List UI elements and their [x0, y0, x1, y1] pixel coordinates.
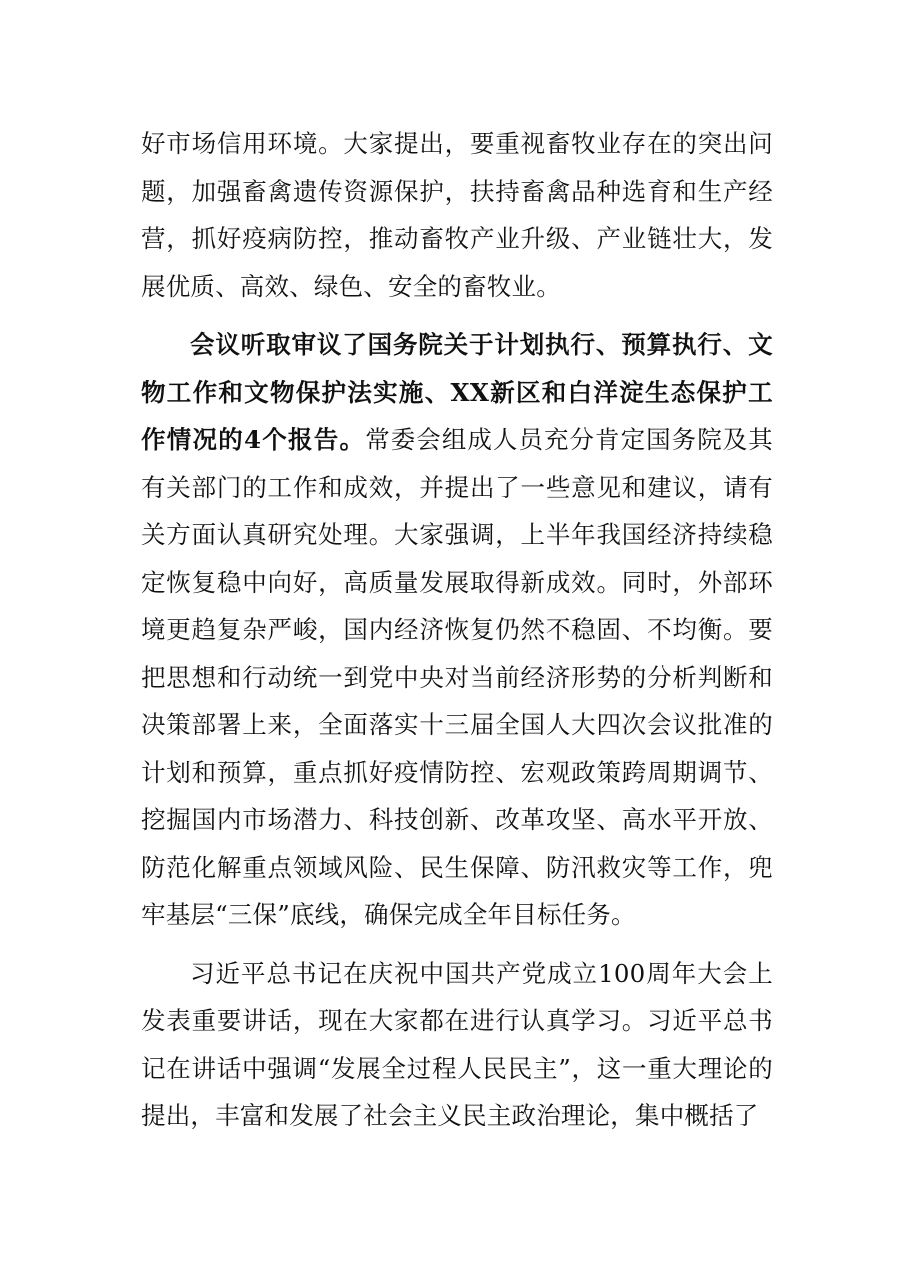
paragraph-3: [141, 950, 773, 1140]
paragraph-2: [141, 321, 773, 939]
paragraph-2-text: 常委会组成人员充分肯定国务院及其有关部门的工作和成效，并提出了一些意见和建议，请有关方面认真研究处理。大家强调，上半年我国经济持续稳定恢复稳中向好，高质量发展取得新成效。同时，外部环境更趋复杂严峻，国内经济恢复仍然不稳固、不均衡。要把思想和行动统一到党中央对当前经济形势的分析判断和决策部署上来，全面落实十三届全国人大四次会议批准的计划和预算，重点抓好疫情防控、宏观政策跨周期调节、挖掘国内市场潜力、科技创新、改革攻坚、高水平开放、防范化解重点领域风险、民生保障、防汛救灾等工作，兜牢基层“三保”底线，确保完成全年目标任务。: [141, 425, 773, 929]
paragraph-1: [141, 120, 773, 310]
document-body: [141, 120, 773, 1140]
paragraph-1-text: 好市场信用环境。大家提出，要重视畜牧业存在的突出问题，加强畜禽遗传资源保护，扶持畜禽品种选育和生产经营，抓好疫病防控，推动畜牧产业升级、产业链壮大，发展优质、高效、绿色、安全的畜牧业。: [141, 129, 773, 301]
paragraph-2-bold-lead: 会议听取审议了国务院关于计划执行、预算执行、文物工作和文物保护法实施、XX新区和白洋淀生态保护工作情况的4个报告。: [141, 330, 773, 454]
paragraph-3-text: 习近平总书记在庆祝中国共产党成立100周年大会上发表重要讲话，现在大家都在进行认真学习。习近平总书记在讲话中强调“发展全过程人民民主”，这一重大理论的提出，丰富和发展了社会主义民主政治理论，集中概括了: [141, 958, 773, 1130]
